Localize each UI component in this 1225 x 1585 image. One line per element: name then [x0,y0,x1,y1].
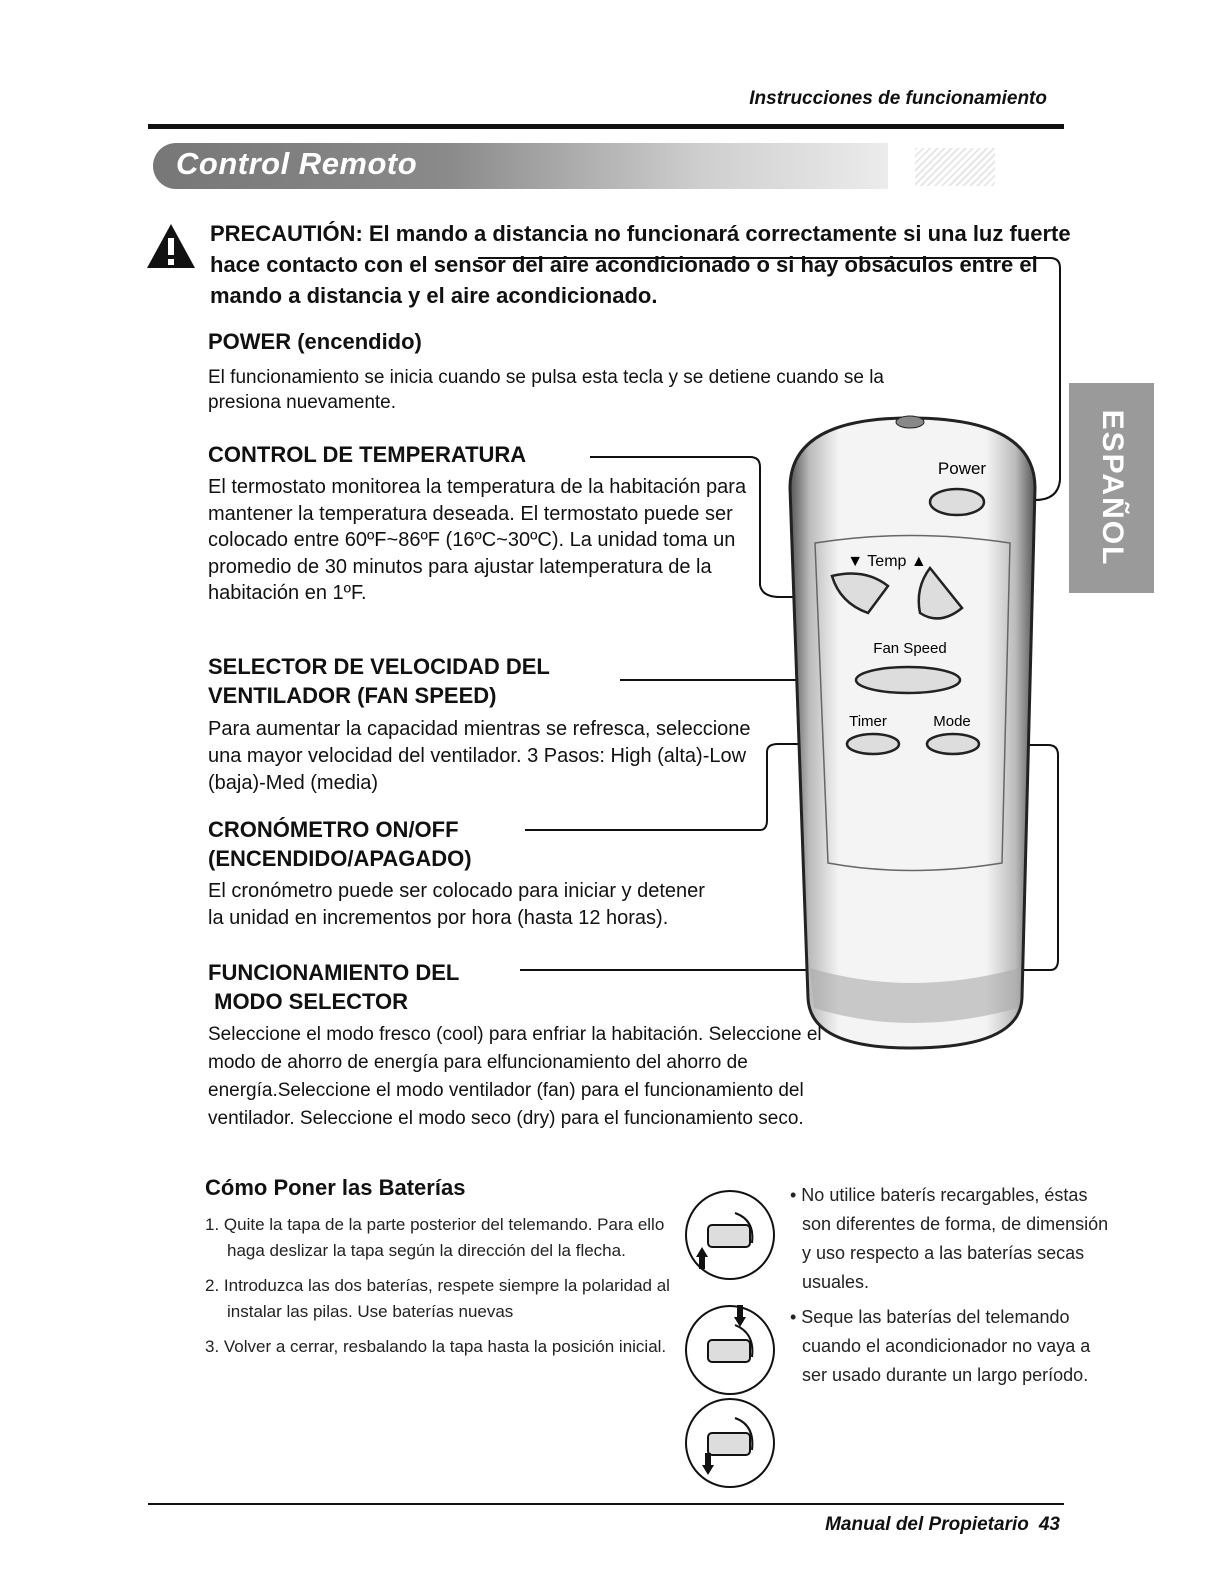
footer [825,1514,1060,1536]
footer-title: Manual del Propietario [825,1514,1029,1535]
mode-section [208,958,848,1133]
remote-fan-label: Fan Speed [873,640,947,657]
temperature-description: El termostato monitorea la temperatura de la habitación para mantener la temperatura deseada. El termostato puede ser colocado entre 60ºF~86ºF (16ºC~30ºC). La unidad toma un promedio de 30 minutos para ajustar latemperatura de la habitación en 1ºF. [208,476,747,604]
temperature-heading: CONTROL DE TEMPERATURA [208,442,527,467]
remote-power-label: Power [937,459,987,478]
fan-speed-section [208,652,768,797]
timer-section [208,815,768,932]
batteries-steps [205,1212,685,1369]
fan-speed-heading-line1: SELECTOR DE VELOCIDAD DEL [208,654,550,679]
remote-mode-label: Mode [933,713,971,730]
timer-button-graphic [847,734,899,754]
battery-notes [790,1181,1110,1396]
timer-heading-line1: CRONÓMETRO ON/OFF [208,817,459,842]
power-heading: POWER (encendido) [208,329,422,354]
section-title: Control Remoto [176,146,418,181]
battery-step: 1. Quite la tapa de la parte posterior del telemando. Para ello haga deslizar la tapa según la dirección del la flecha. [205,1215,665,1260]
mode-heading-line1: FUNCIONAMIENTO DEL [208,960,460,985]
fan-speed-heading-line2: VENTILADOR (FAN SPEED) [208,683,497,708]
temperature-section [208,440,753,607]
timer-description: El cronómetro puede ser colocado para iniciar y detener la unidad en incrementos por hora (hasta 12 horas). [208,880,705,929]
fan-speed-button-graphic [856,667,960,693]
caution-text: PRECAUTIÓN: El mando a distancia no funcionará correctamente si una luz fuerte hace contacto con el sensor del aire acondicionado o si hay obsáculos entre el mando a distancia y el aire acondicionado. [210,221,1071,308]
power-section [208,327,908,415]
page-number: 43 [1038,1514,1060,1535]
footer-rule [148,1503,1064,1505]
timer-heading-line2: (ENCENDIDO/APAGADO) [208,846,472,871]
mode-button-graphic [927,734,979,754]
battery-step: 2. Introduzca las dos baterías, respete siempre la polaridad al instalar las pilas. Use baterías nuevas [205,1276,670,1321]
battery-note: • No utilice baterís recargables, éstas son diferentes de forma, de dimensión y uso respecto a las baterías secas usuales. [790,1185,1109,1292]
mode-heading-line2: MODO SELECTOR [208,989,409,1014]
power-description: El funcionamiento se inicia cuando se pulsa esta tecla y se detiene cuando se la presiona nuevamente. [208,367,884,413]
battery-note: • Seque las baterías del telemando cuando el acondicionador no vaya a ser usado durante un largo período. [790,1307,1091,1385]
running-header: Instrucciones de funcionamiento [749,88,1047,109]
battery-illustrations [680,1185,780,1495]
power-button-graphic [930,489,984,515]
remote-timer-label: Timer [849,713,887,730]
battery-step: 3. Volver a cerrar, resbalando la tapa hasta la posición inicial. [205,1337,667,1356]
fan-speed-description: Para aumentar la capacidad mientras se refresca, seleccione una mayor velocidad del ventilador. 3 Pasos: High (alta)-Low (baja)-Med (media) [208,718,751,794]
mode-description: Seleccione el modo fresco (cool) para enfriar la habitación. Seleccione el modo de ahorro de energía para elfuncionamiento del ahorro de energía.Seleccione el modo ventilador (fan) para el funcionamiento del ventilador. Seleccione el modo seco (dry) para el funcionamiento seco. [208,1024,822,1129]
remote-temp-label: ▼ Temp ▲ [847,553,927,570]
language-tab-label: ESPAÑOL [1095,409,1129,567]
batteries-heading: Cómo Poner las Baterías [205,1175,466,1200]
